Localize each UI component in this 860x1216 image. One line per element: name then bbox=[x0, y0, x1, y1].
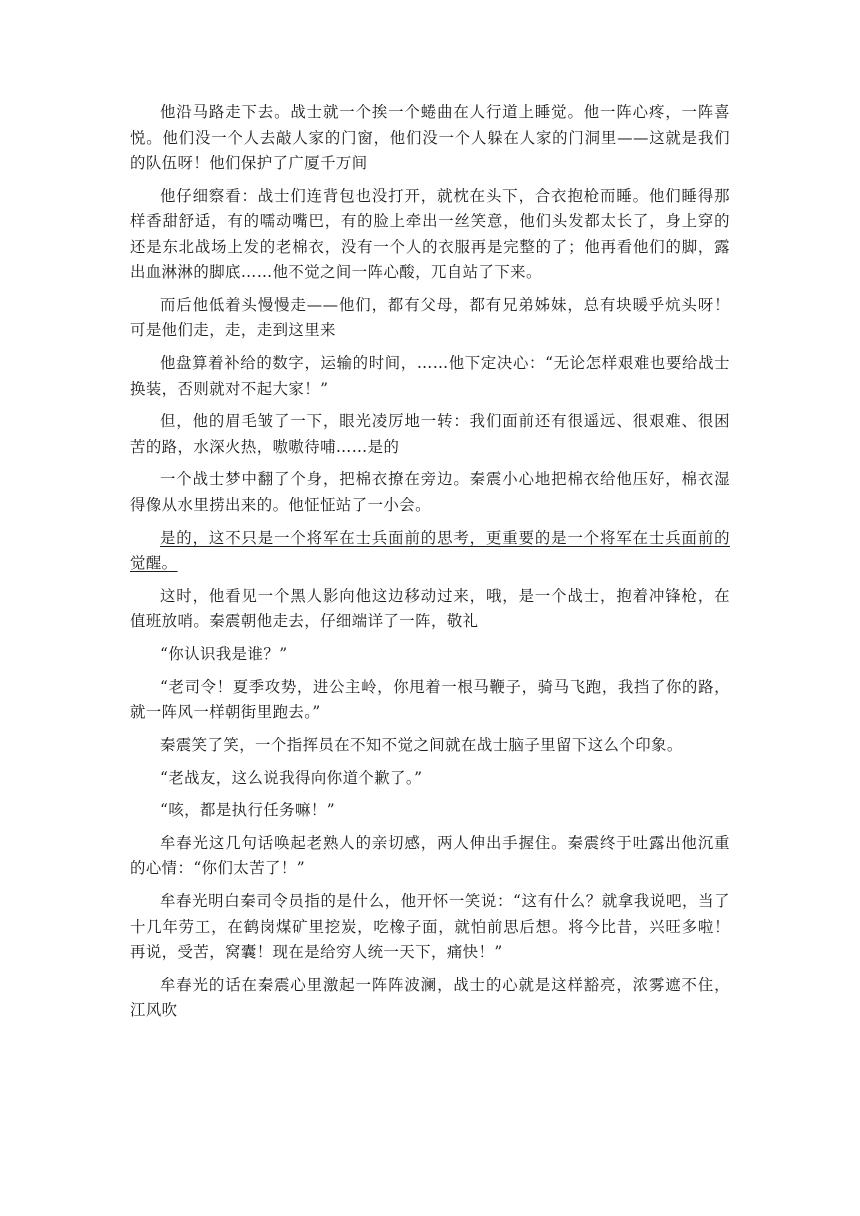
paragraph-13: “咳，都是执行任务嘛！” bbox=[160, 801, 336, 820]
paragraph-5: 但，他的眉毛皱了一下，眼光凌厉地一转：我们面前还有很遥远、很艰难、很困苦的路，水深火热，嗷嗷待哺……是的 bbox=[130, 412, 730, 456]
paragraph-12: “老战友，这么说我得向你道个歉了。” bbox=[160, 768, 423, 787]
paragraph-8: 这时，他看见一个黑人影向他这边移动过来，哦，是一个战士，抱着冲锋枪，在值班放哨。秦震朝他走去，仔细端详了一阵，敬礼 bbox=[130, 586, 730, 631]
paragraph-2: 他仔细察看：战士们连背包也没打开，就枕在头下，合衣抱枪而睡。他们睡得那样香甜舒适，有的嚅动嘴巴，有的脸上牵出一丝笑意，他们头发都太长了，身上穿的还是东北战场上发的老棉衣，没有一个人的衣服再是完整的了；他再看他们的脚，露出血淋淋的脚底……他不觉之间一阵心酸，兀自站了下来。 bbox=[130, 186, 730, 282]
paragraph-15: 牟春光明白秦司令员指的是什么，他开怀一笑说：“这有什么？就拿我说吧，当了十几年劳工，在鹤岗煤矿里挖炭，吃橡子面，就怕前思后想。将今比昔，兴旺多啦！再说，受苦，窝囊！现在是给穷人统一天下，痛快！” bbox=[130, 892, 730, 962]
paragraph-4: 他盘算着补给的数字，运输的时间，……他下定决心：“无论怎样艰难也要给战士换装，否则就对不起大家！” bbox=[130, 354, 730, 398]
paragraph-3: 而后他低着头慢慢走——他们，都有父母，都有兄弟姊妹，总有块暖乎炕头呀！可是他们走，走，走到这里来 bbox=[130, 295, 730, 340]
underlined-sentence: 是的，这不只是一个将军在士兵面前的思考，更重要的是一个将军在士兵面前的觉醒。 bbox=[130, 528, 730, 573]
paragraph-7-underlined bbox=[130, 526, 730, 577]
paragraph-1: 他沿马路走下去。战士就一个挨一个蜷曲在人行道上睡觉。他一阵心疼，一阵喜悦。他们没一个人去敲人家的门窗，他们没一个人躲在人家的门洞里——这就是我们的队伍呀！他们保护了广厦千万间 bbox=[130, 103, 730, 172]
paragraph-6: 一个战士梦中翻了个身，把棉衣撩在旁边。秦震小心地把棉衣给他压好，棉衣湿得像从水里捞出来的。他怔怔站了一小会。 bbox=[130, 470, 730, 514]
paragraph-9: “你认识我是谁？” bbox=[160, 645, 288, 663]
paragraph-11: 秦震笑了笑，一个指挥员在不知不觉之间就在战士脑子里留下这么个印象。 bbox=[160, 735, 683, 754]
document-page bbox=[130, 100, 730, 1031]
paragraph-10: “老司令！夏季攻势，进公主岭，你甩着一根马鞭子，骑马飞跑，我挡了你的路，就一阵风一样朝街里跑去。” bbox=[130, 677, 730, 722]
paragraph-14: 牟春光这几句话唤起老熟人的亲切感，两人伸出手握住。秦震终于吐露出他沉重的心情：“你们太苦了！” bbox=[130, 833, 730, 878]
paragraph-16: 牟春光的话在秦震心里激起一阵阵波澜，战士的心就是这样豁亮，浓雾遮不住，江风吹 bbox=[130, 975, 730, 1020]
